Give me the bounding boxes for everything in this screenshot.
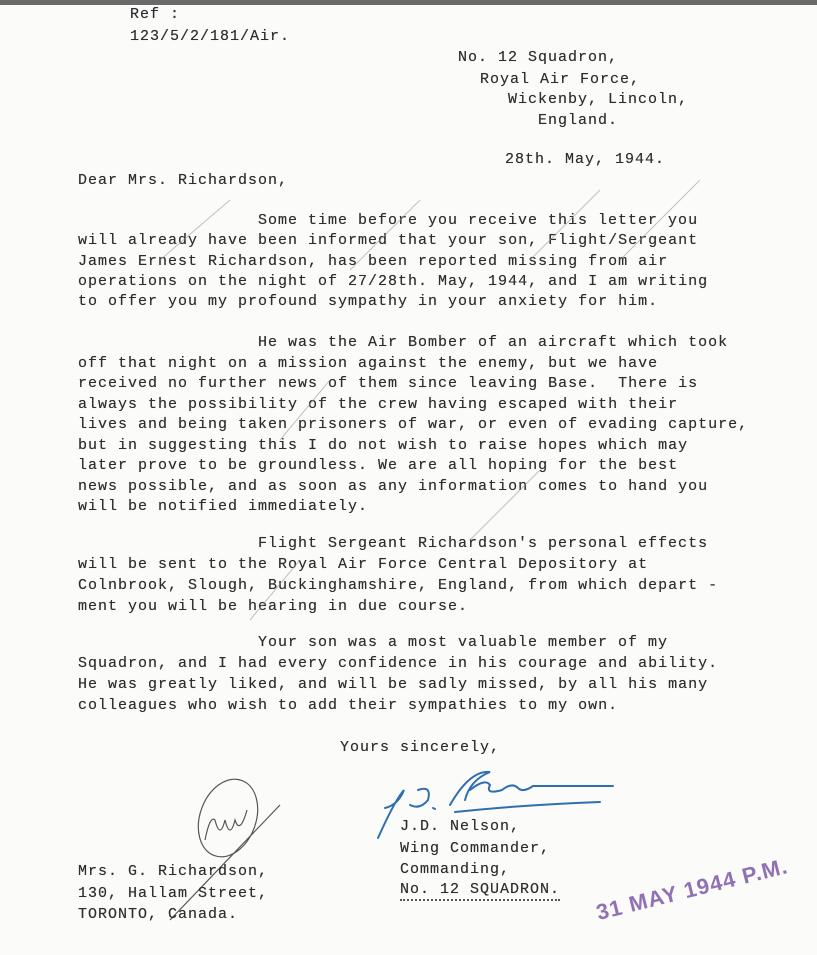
text-line: will be sent to the Royal Air Force Central Depository at: [78, 556, 649, 573]
text-line: Squadron, and I had every confidence in his courage and ability.: [78, 655, 719, 672]
recipient-line: TORONTO, Canada.: [78, 906, 239, 923]
recipient-line: Mrs. G. Richardson,: [78, 863, 269, 880]
sender-address-line: Royal Air Force,: [480, 71, 641, 88]
text-line: will be notified immediately.: [78, 498, 369, 515]
text-line: Your son was a most valuable member of my: [258, 634, 669, 651]
sender-address-line: Wickenby, Lincoln,: [508, 91, 689, 108]
letter-date: 28th. May, 1944.: [505, 151, 666, 168]
text-line: news possible, and as soon as any information comes to hand you: [78, 478, 709, 495]
text-line: Some time before you receive this letter you: [258, 212, 699, 229]
text-line: ment you will be hearing in due course.: [78, 598, 469, 615]
recipient-line: 130, Hallam Street,: [78, 885, 269, 902]
text-line: lives and being taken prisoners of war, or even of evading capture,: [78, 416, 749, 433]
text-line: to offer you my profound sympathy in your anxiety for him.: [78, 293, 659, 310]
sender-address-line: No. 12 Squadron,: [458, 49, 619, 66]
salutation: Dear Mrs. Richardson,: [78, 172, 289, 189]
date-stamp: 31 MAY 1944 P.M.: [593, 853, 791, 926]
text-line: operations on the night of 27/28th. May, 1944, and I am writing: [78, 273, 709, 290]
ref-number: 123/5/2/181/Air.: [130, 28, 291, 45]
signatory-line: Commanding,: [400, 861, 511, 878]
text-line: received no further news of them since leaving Base. There is: [78, 375, 699, 392]
closing: Yours sincerely,: [340, 739, 501, 756]
text-line: but in suggesting this I do not wish to raise hopes which may: [78, 437, 689, 454]
ref-label: Ref :: [130, 6, 181, 23]
signatory-line: No. 12 SQUADRON.: [400, 881, 560, 901]
text-line: James Ernest Richardson, has been reported missing from air: [78, 253, 669, 270]
text-line: always the possibility of the crew having escaped with their: [78, 396, 679, 413]
text-line: will already have been informed that your son, Flight/Sergeant: [78, 232, 699, 249]
pencil-marks: [160, 180, 700, 620]
text-line: He was the Air Bomber of an aircraft which took: [258, 334, 729, 351]
text-line: Flight Sergeant Richardson's personal effects: [258, 535, 709, 552]
signatory-line: Wing Commander,: [400, 840, 551, 857]
text-line: colleagues who wish to add their sympathies to my own.: [78, 697, 619, 714]
text-line: later prove to be groundless. We are all hoping for the best: [78, 457, 679, 474]
sender-address-line: England.: [538, 112, 619, 129]
text-line: off that night on a mission against the enemy, but we have: [78, 355, 659, 372]
signatory-line: J.D. Nelson,: [400, 818, 521, 835]
text-line: Colnbrook, Slough, Buckinghamshire, England, from which depart -: [78, 577, 719, 594]
text-line: He was greatly liked, and will be sadly missed, by all his many: [78, 676, 709, 693]
